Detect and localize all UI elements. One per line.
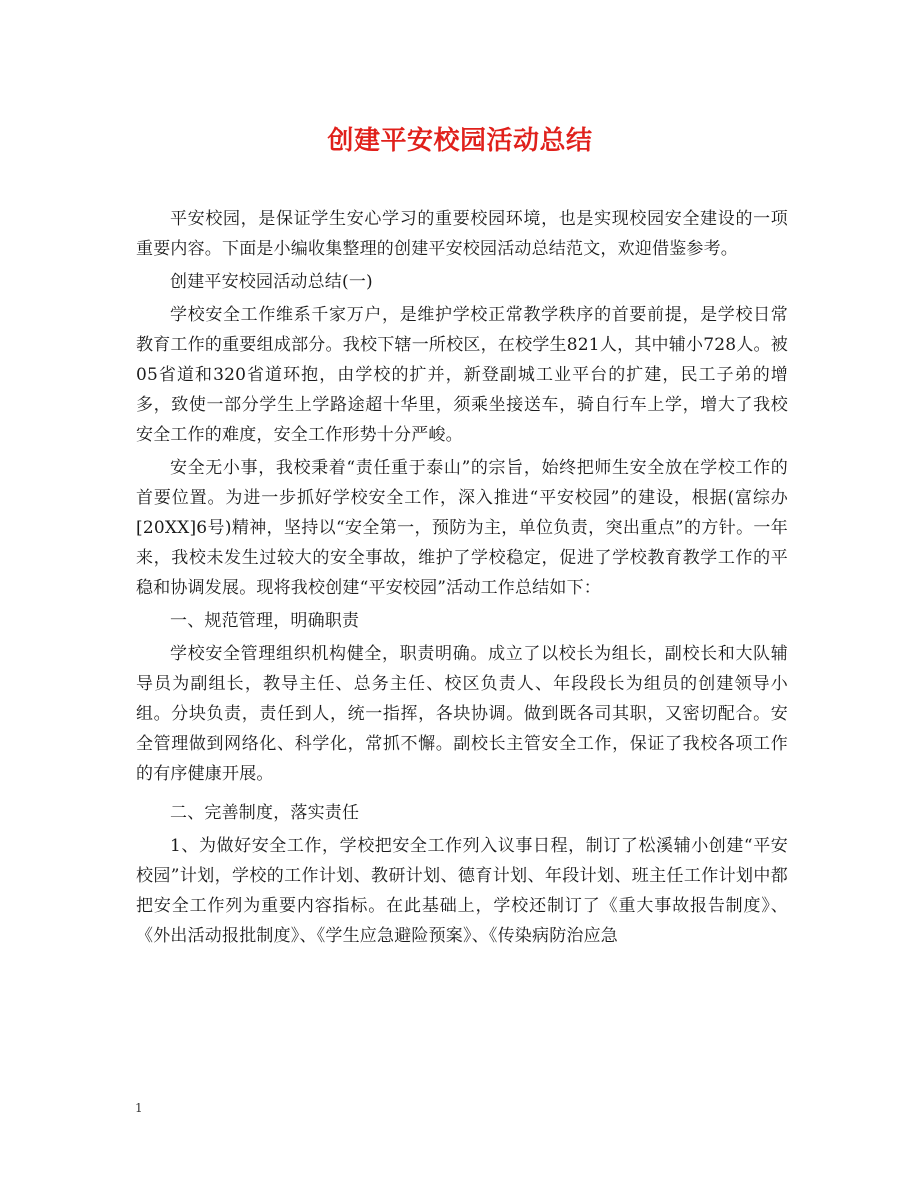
paragraph-management: 学校安全管理组织机构健全，职责明确。成立了以校长为组长，副校长和大队辅导员为副组长，教导主任、总务主任、校区负责人、年段段长为组员的创建领导小组。分块负责，责任到人，统一指挥，各块协调。做到既各司其职，又密切配合。安全管理做到网络化、科学化，常抓不懈。副校长主管安全工作，保证了我校各项工作的有序健康开展。 xyxy=(136,644,788,784)
section-heading-2: 二、完善制度，落实责任 xyxy=(170,803,360,823)
paragraph-intro: 平安校园，是保证学生安心学习的重要校园环境，也是实现校园安全建设的一项重要内容。下面是小编收集整理的创建平安校园活动总结范文，欢迎借鉴参考。 xyxy=(136,209,788,259)
page-title: 创建平安校园活动总结 xyxy=(327,126,593,156)
paragraph-subtitle: 创建平安校园活动总结(一) xyxy=(170,272,373,292)
document-body xyxy=(136,204,788,951)
paragraph-background: 学校安全工作维系千家万户，是维护学校正常教学秩序的首要前提，是学校日常教育工作的重要组成部分。我校下辖一所校区，在校学生821人，其中辅小728人。被05省道和320省道环抱，由学校的扩并，新登副城工业平台的扩建，民工子弟的增多，致使一部分学生上学路途超十华里，须乘坐接送车，骑自行车上学，增大了我校安全工作的难度，安全工作形势十分严峻。 xyxy=(136,305,788,445)
page-number: 1 xyxy=(135,1101,143,1115)
paragraph-system: 1、为做好安全工作，学校把安全工作列入议事日程，制订了松溪辅小创建“平安校园”计划，学校的工作计划、教研计划、德育计划、年段计划、班主任工作计划中都把安全工作列为重要内容指标。在此基础上，学校还制订了《重大事故报告制度》、《外出活动报批制度》、《学生应急避险预案》、《传染病防治应急 xyxy=(136,836,788,946)
section-heading-1: 一、规范管理，明确职责 xyxy=(170,611,360,631)
paragraph-principle: 安全无小事，我校秉着“责任重于泰山”的宗旨，始终把师生安全放在学校工作的首要位置。为进一步抓好学校安全工作，深入推进“平安校园”的建设，根据(富综办[20XX]6号)精神，坚持以“安全第一，预防为主，单位负责，突出重点”的方针。一年来，我校未发生过较大的安全事故，维护了学校稳定，促进了学校教育教学工作的平稳和协调发展。现将我校创建“平安校园”活动工作总结如下： xyxy=(136,458,788,598)
